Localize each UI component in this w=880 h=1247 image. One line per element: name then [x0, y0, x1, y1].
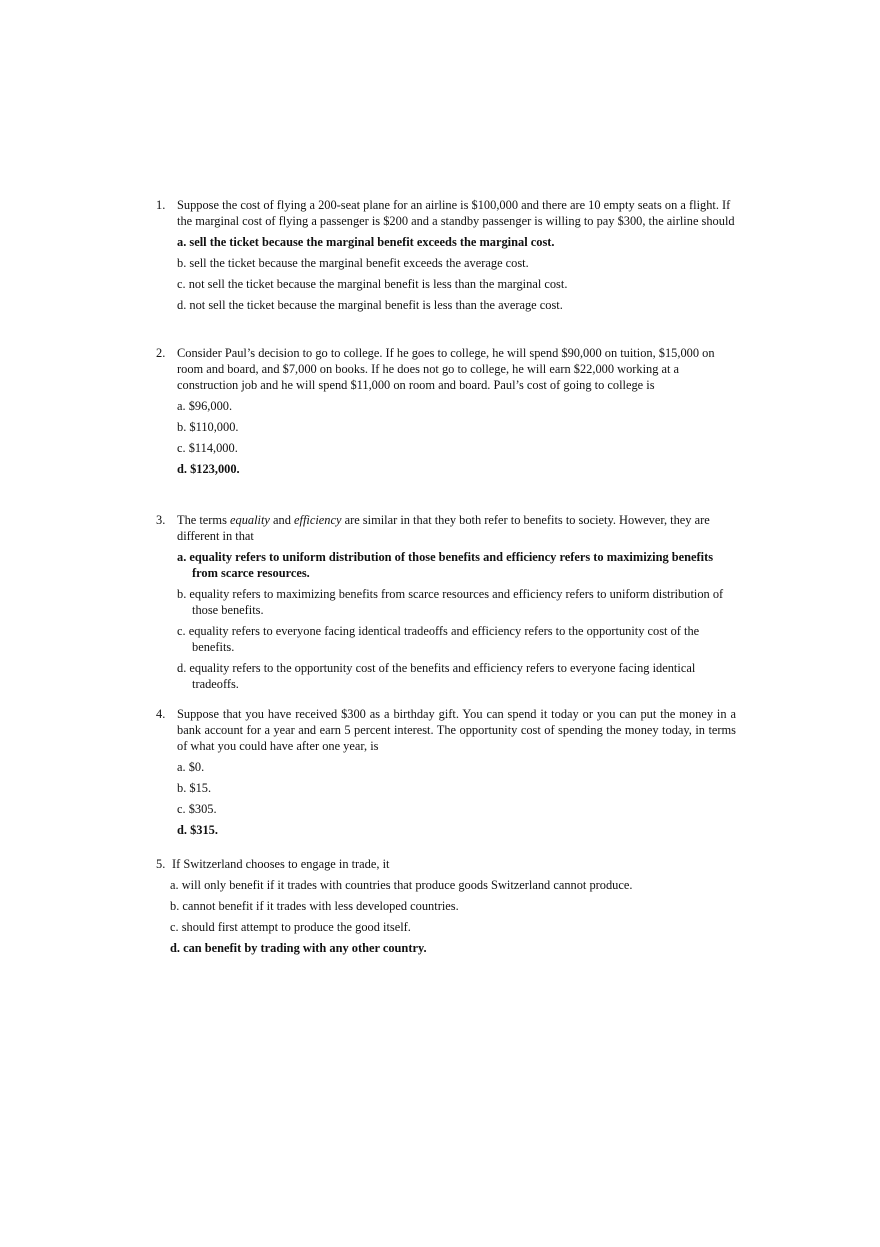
option-d: d. equality refers to the opportunity cost of the benefits and efficiency refers to everyone facing identical tradeoffs. [177, 661, 696, 691]
option-b: b. cannot benefit if it trades with less developed countries. [170, 899, 459, 913]
question-text: Suppose that you have received $300 as a birthday gift. You can spend it today or you can put the money in a bank account for a year and earn 5 percent interest. The opportunity cost of spending the money today, in terms of what you could have after one year, is [177, 707, 736, 753]
question-number: 5. [156, 857, 166, 871]
option-a: a. $0. [177, 760, 205, 774]
option-b: b. $110,000. [177, 420, 239, 434]
option-c: c. $305. [177, 802, 217, 816]
option-a: a. $96,000. [177, 399, 233, 413]
option-c: c. not sell the ticket because the marginal benefit is less than the marginal cost. [177, 277, 568, 291]
option-d-correct: d. can benefit by trading with any other country. [170, 941, 427, 955]
option-a-correct: a. sell the ticket because the marginal benefit exceeds the marginal cost. [177, 235, 555, 249]
question-2 [156, 345, 736, 477]
option-c: c. equality refers to everyone facing identical tradeoffs and efficiency refers to the opportunity cost of the benefits. [177, 624, 700, 654]
question-1 [156, 197, 736, 313]
question-text-post: are similar in that they both refer to benefits to society. However, they are different in that [177, 513, 710, 543]
term-equality: equality [230, 513, 270, 527]
question-text: Consider Paul’s decision to go to college. If he goes to college, he will spend $90,000 on tuition, $15,000 on room and board, and $7,000 on books. If he does not go to college, he will earn $22,000 working at a construction job and he will spend $11,000 on room and board. Paul’s cost of going to college is [177, 346, 715, 392]
question-text-mid: and [269, 513, 295, 527]
question-stem [156, 856, 736, 872]
term-efficiency: efficiency [294, 513, 342, 527]
question-stem [156, 512, 736, 544]
question-number: 1. [156, 198, 166, 212]
option-b: b. sell the ticket because the marginal benefit exceeds the average cost. [177, 256, 529, 270]
option-b: b. equality refers to maximizing benefits from scarce resources and efficiency refers to uniform distribution of those benefits. [177, 587, 724, 617]
question-text: If Switzerland chooses to engage in trade, it [172, 857, 390, 871]
option-a-correct: a. equality refers to uniform distribution of those benefits and efficiency refers to maximizing benefits from scarce resources. [177, 550, 714, 580]
option-a: a. will only benefit if it trades with countries that produce goods Switzerland cannot produce. [170, 878, 633, 892]
option-b: b. $15. [177, 781, 212, 795]
question-4 [156, 706, 736, 838]
question-3 [156, 512, 736, 692]
question-number: 2. [156, 346, 166, 360]
question-5 [156, 856, 736, 956]
question-text: Suppose the cost of flying a 200-seat plane for an airline is $100,000 and there are 10 empty seats on a flight. If the marginal cost of flying a passenger is $200 and a standby passenger is willing to pay $300, the airline should [177, 198, 735, 228]
option-c: c. should first attempt to produce the good itself. [170, 920, 411, 934]
option-d-correct: d. $315. [177, 823, 218, 837]
question-text-pre: The terms [177, 513, 230, 527]
question-stem [156, 345, 736, 393]
question-stem [156, 706, 736, 754]
question-stem [156, 197, 736, 229]
question-number: 4. [156, 707, 166, 721]
option-d-correct: d. $123,000. [177, 462, 240, 476]
option-c: c. $114,000. [177, 441, 238, 455]
option-d: d. not sell the ticket because the marginal benefit is less than the average cost. [177, 298, 563, 312]
question-number: 3. [156, 513, 166, 527]
